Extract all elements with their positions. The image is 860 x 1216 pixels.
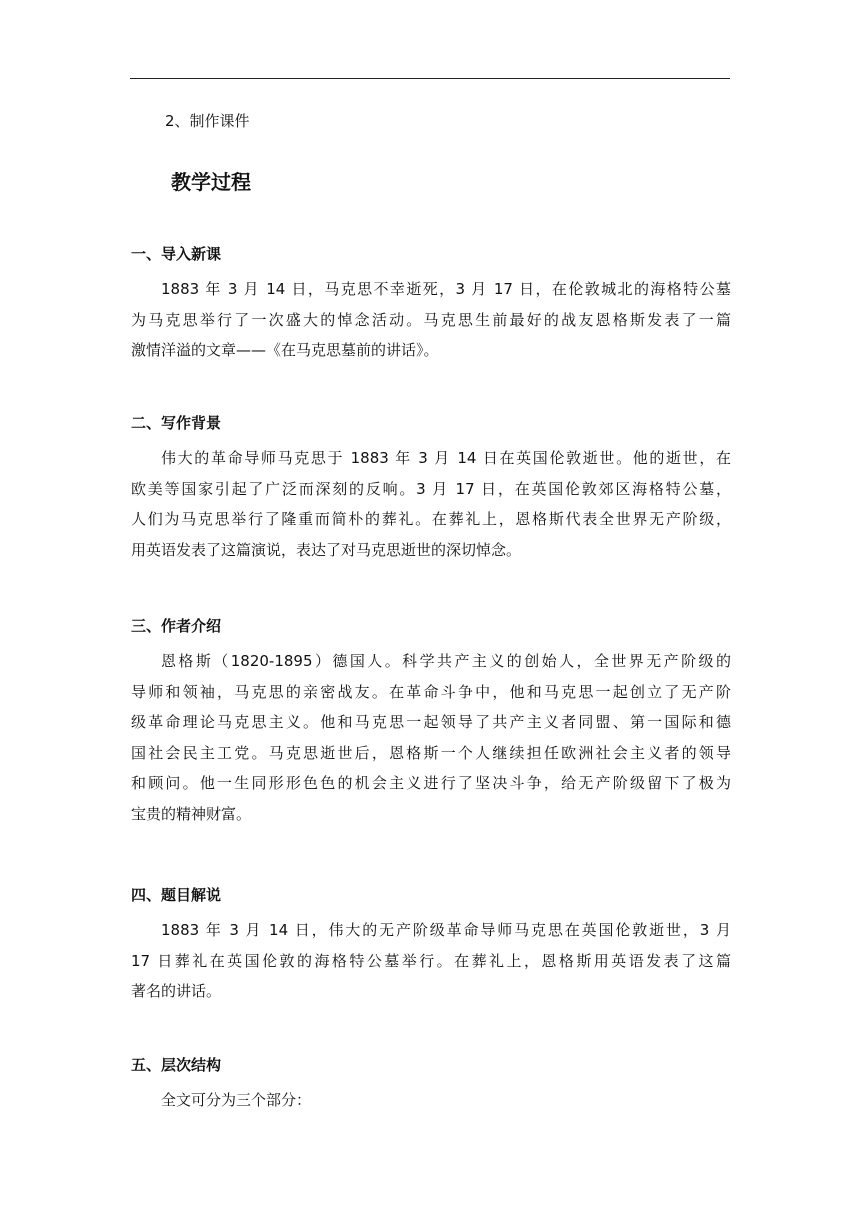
paragraph-line: 国社会民主工党。马克思逝世后，恩格斯一个人继续担任欧洲社会主义者的领导 [131,743,731,762]
paragraph-line: 为马克思举行了一次盛大的悼念活动。马克思生前最好的战友恩格斯发表了一篇 [131,310,731,329]
section-paragraph [131,1085,731,1116]
section-author [131,616,731,829]
paragraph-line: 欧美等国家引起了广泛而深刻的反响。3 月 17 日，在英国伦敦郊区海格特公墓， [131,479,731,498]
section-heading: 一、导入新课 [131,245,222,263]
paragraph-line: 人们为马克思举行了隆重而简朴的葬礼。在葬礼上，恩格斯代表全世界无产阶级， [131,510,731,528]
paragraph-line: 宝贵的精神财富。 [131,804,252,823]
main-heading: 教学过程 [171,170,251,194]
section-heading: 五、层次结构 [131,1056,222,1074]
section-heading: 四、题目解说 [131,886,222,904]
section-intro [131,244,731,366]
header-rule [130,78,730,79]
paragraph-line: 1883 年 3 月 14 日，伟大的无产阶级革命导师马克思在英国伦敦逝世，3 月 [161,921,731,939]
section-structure [131,1055,731,1116]
paragraph-line: 导师和领袖，马克思的亲密战友。在革命斗争中，他和马克思一起创立了无产阶 [131,682,731,701]
paragraph-line: 和顾问。他一生同形形色色的机会主义进行了坚决斗争，给无产阶级留下了极为 [131,774,731,792]
section-paragraph [131,443,731,565]
paragraph-line: 用英语发表了这篇演说，表达了对马克思逝世的深切悼念。 [131,540,522,559]
section-paragraph [131,915,731,1007]
section-background [131,413,731,565]
paragraph-line: 1883 年 3 月 14 日，马克思不幸逝死，3 月 17 日，在伦敦城北的海格特公墓 [161,280,731,298]
section-paragraph [131,646,731,829]
paragraph-line: 17 日葬礼在英国伦敦的海格特公墓举行。在葬礼上，恩格斯用英语发表了这篇 [131,951,731,970]
paragraph-line: 著名的讲话。 [131,982,222,1000]
section-title-explanation [131,885,731,1007]
paragraph-line: 伟大的革命导师马克思于 1883 年 3 月 14 日在英国伦敦逝世。他的逝世，在 [161,449,731,467]
paragraph-line: 全文可分为三个部分： [161,1091,312,1109]
section-paragraph [131,274,731,366]
paragraph-line: 激情洋溢的文章——《在马克思墓前的讲话》。 [131,341,439,359]
section-heading: 二、写作背景 [131,414,222,432]
prep-item: 2、制作课件 [165,112,250,130]
section-heading: 三、作者介绍 [131,617,222,635]
paragraph-line: 恩格斯（1820-1895）德国人。科学共产主义的创始人，全世界无产阶级的 [161,652,731,670]
paragraph-line: 级革命理论马克思主义。他和马克思一起领导了共产主义者同盟、第一国际和德 [131,713,731,731]
